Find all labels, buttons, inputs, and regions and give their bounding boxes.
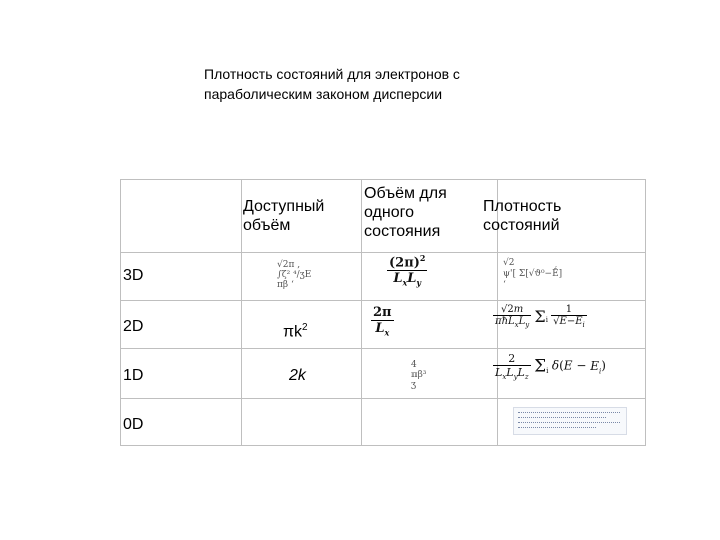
density-0d-image [513, 407, 627, 435]
header-available-volume: Доступный объём [243, 198, 325, 234]
row-divider [121, 398, 645, 399]
title-line-1: Плотность состояний для электронов с [204, 66, 460, 82]
row-label-0d: 0D [123, 416, 144, 433]
formula-3d-available-volume: √2π , ∫ζ² ⁴/ʒE πβ ‘ [277, 260, 312, 290]
row-label-2d: 2D [123, 318, 144, 335]
header-state-volume: Объём для одного состояния [364, 185, 447, 240]
formula-1d-density: $\frac{2}{L_xL_yL_z}$ $\Sigma_i$ $\delta(E - E_i)$ [495, 352, 606, 382]
formula-3d-state-volume: $\frac{(2\pi)^2}{L_xL_y}$ [389, 253, 426, 288]
row-divider [121, 300, 645, 301]
formula-3d-density: √2 ψ'[ Σ[√ϑ⁰−Ḗ] ‘ [503, 258, 563, 290]
formula-2d-state-volume: $\frac{2\pi}{L_x}$ [373, 305, 392, 338]
density-of-states-table [120, 179, 646, 446]
row-divider [121, 252, 645, 253]
available-volume-2d: $\pi k^2$ [283, 322, 308, 341]
column-divider [361, 180, 362, 445]
row-divider [121, 348, 645, 349]
column-divider [241, 180, 242, 445]
row-label-3d: 3D [123, 267, 144, 284]
formula-1d-state-volume: 4 ℼβ³ ʒ [411, 360, 427, 390]
available-volume-1d: 2k [289, 367, 306, 384]
title-line-2: параболическим законом дисперсии [204, 86, 443, 102]
formula-2d-density: $\frac{√2m}{\pi ħL_xL_y}$ $\Sigma_i$ $\frac{1}{√E-E_i}$ [495, 304, 585, 329]
slide-title [204, 64, 534, 104]
header-density-of-states: Плотность состояний [483, 198, 562, 234]
row-label-1d: 1D [123, 367, 144, 384]
